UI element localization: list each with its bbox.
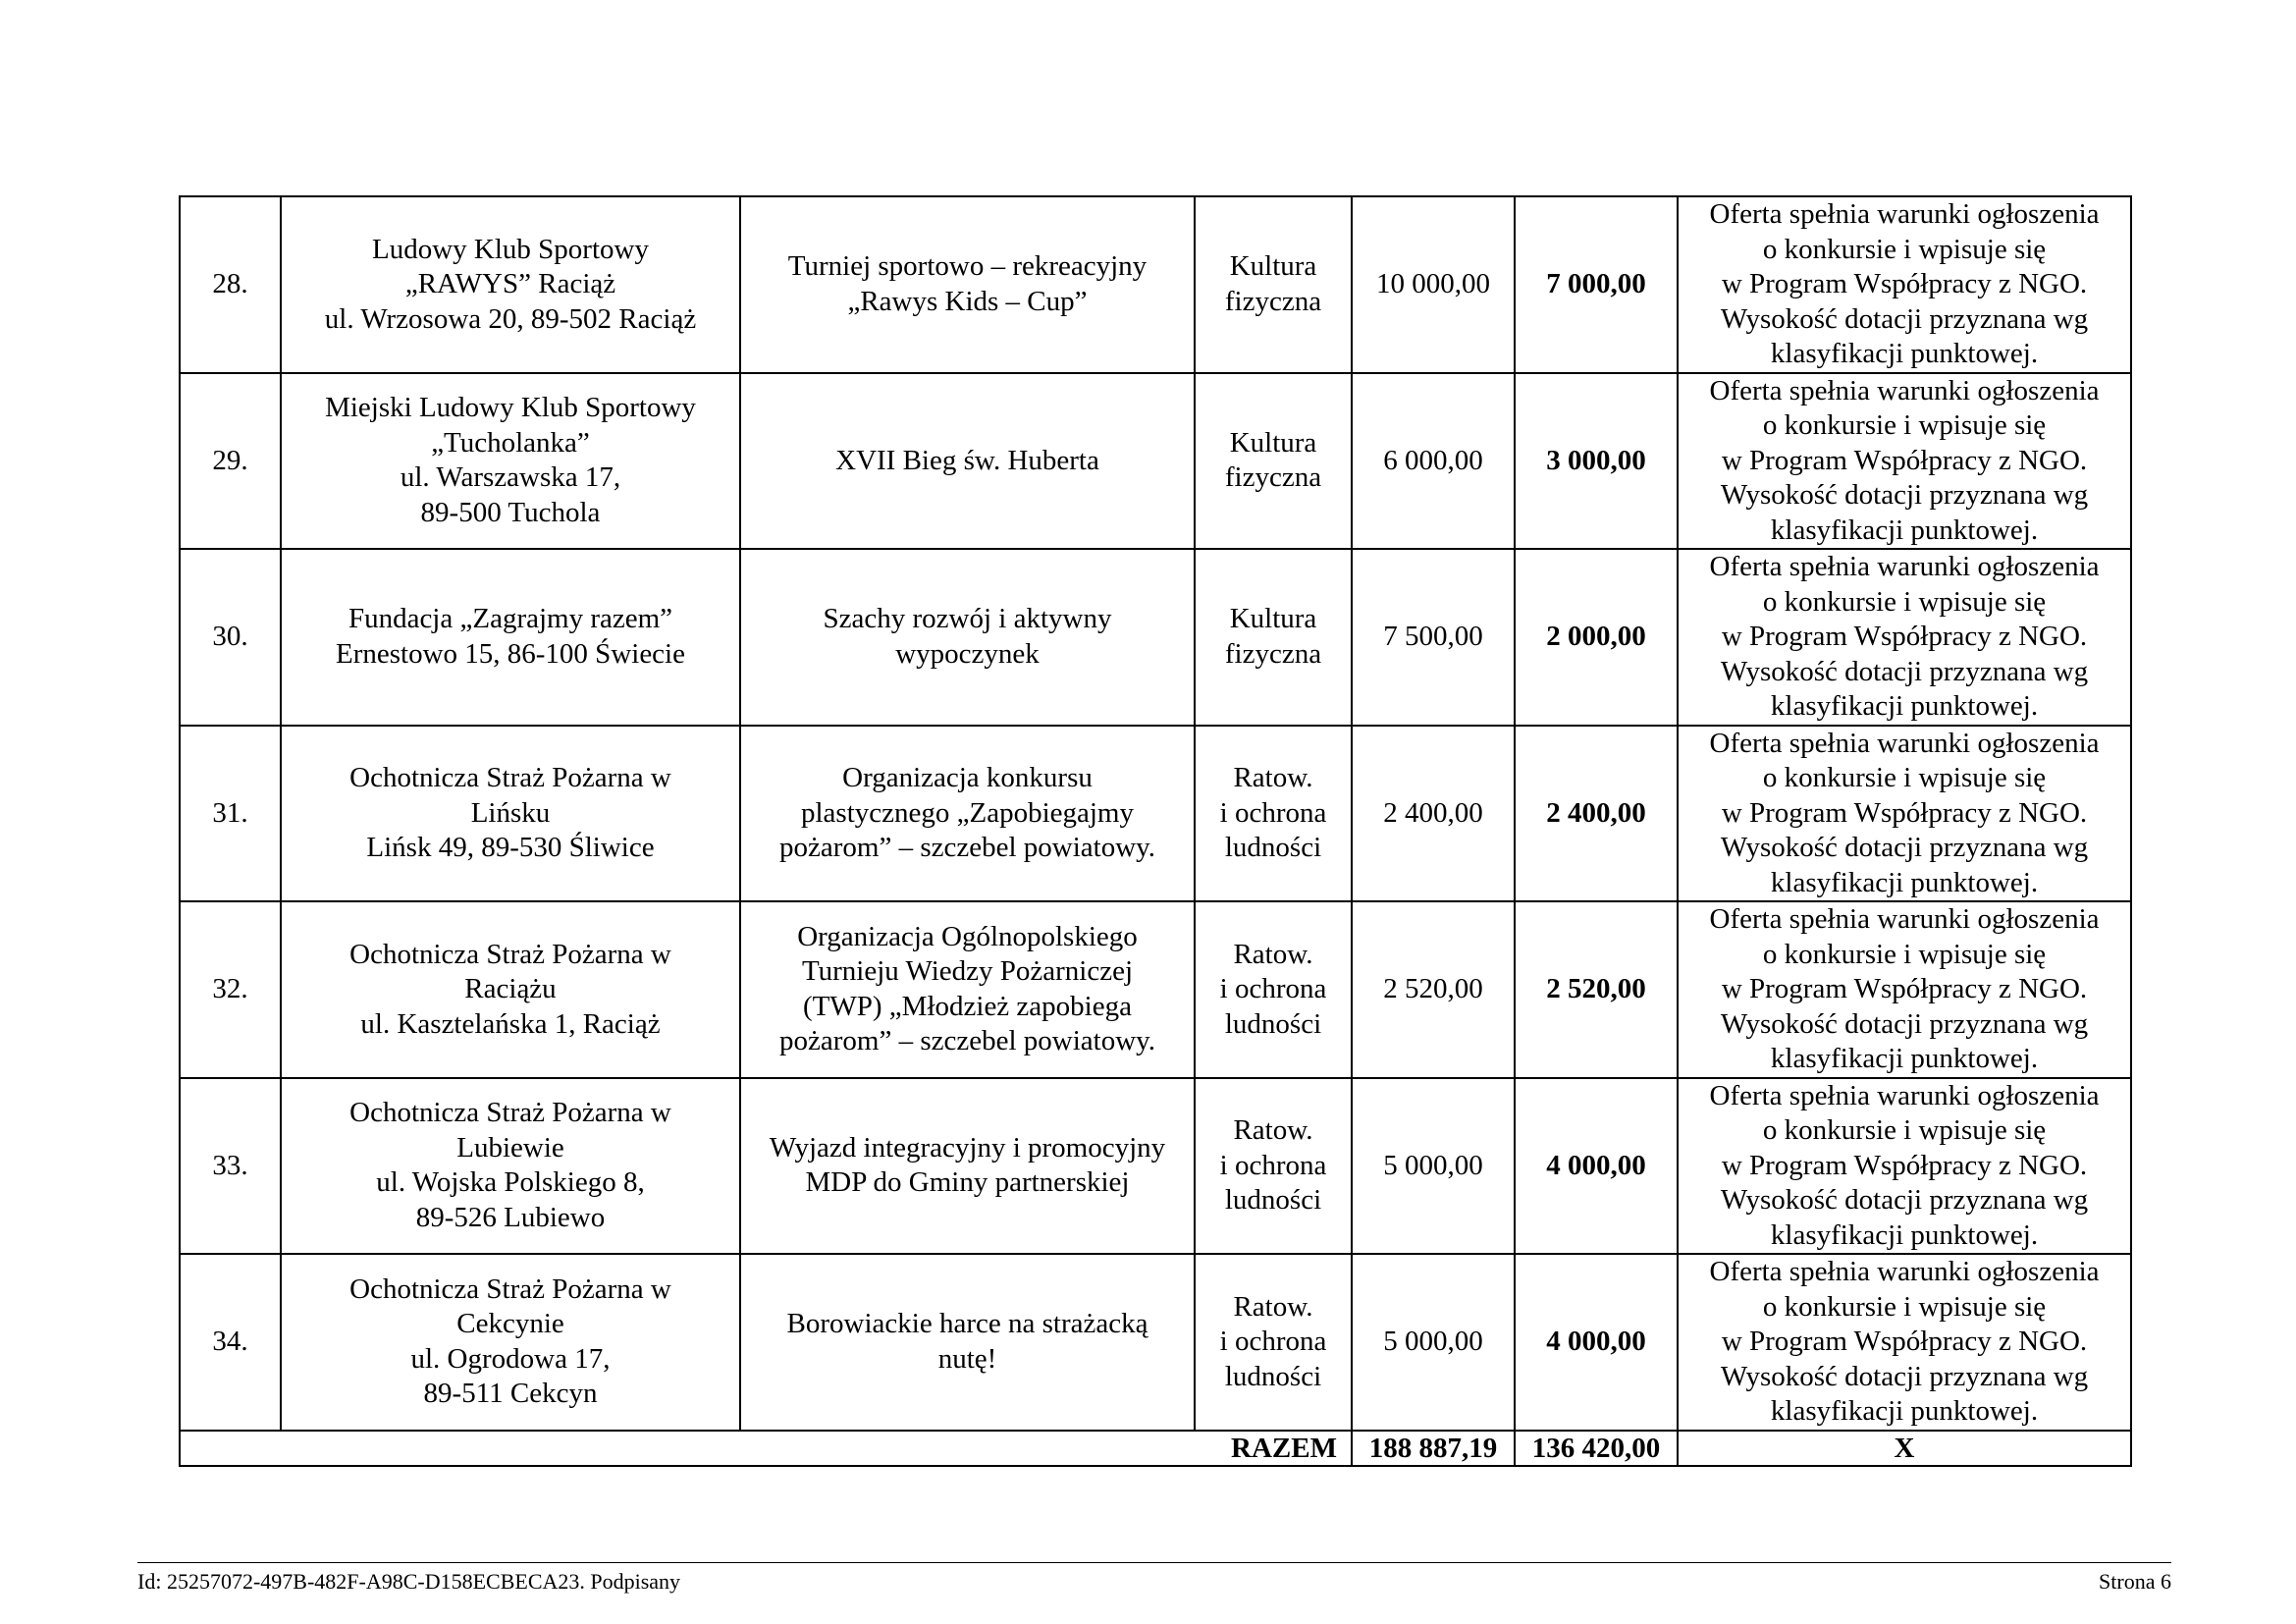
footer-rule	[137, 1562, 2171, 1563]
note-cell-line: Oferta spełnia warunki ogłoszenia	[1709, 374, 2100, 406]
requested-amount-cell: 5 000,00	[1352, 1078, 1515, 1255]
requested-amount-cell: 2 520,00	[1352, 901, 1515, 1078]
area-cell-line: i ochrona	[1219, 1149, 1327, 1181]
table-row	[180, 1078, 2131, 1255]
project-cell	[740, 1254, 1195, 1431]
area-cell-line: Kultura	[1229, 250, 1317, 283]
note-cell-line: o konkursie i wpisuje się	[1762, 585, 2047, 618]
note-cell-line: Oferta spełnia warunki ogłoszenia	[1709, 727, 2100, 759]
organization-cell	[281, 1078, 740, 1255]
row-number: 31.	[180, 726, 281, 902]
area-cell	[1195, 196, 1352, 373]
project-cell	[740, 196, 1195, 373]
project-cell-line: wypoczynek	[895, 637, 1040, 670]
granted-amount-cell: 3 000,00	[1515, 373, 1678, 550]
organization-cell-line: Lubiewie	[456, 1131, 564, 1164]
organization-cell	[281, 726, 740, 902]
area-cell-line: Ratow.	[1233, 762, 1313, 793]
organization-cell	[281, 549, 740, 726]
requested-amount-cell: 7 500,00	[1352, 549, 1515, 726]
organization-cell-line: „Tucholanka”	[431, 426, 590, 459]
organization-cell-line: Raciążu	[464, 973, 557, 1004]
table-row	[180, 901, 2131, 1078]
project-cell-line: pożarom” – szczebel powiatowy.	[778, 832, 1156, 863]
note-cell-line: Oferta spełnia warunki ogłoszenia	[1709, 903, 2100, 935]
note-cell-line: klasyfikacji punktowej.	[1770, 1218, 2039, 1251]
table-row	[180, 726, 2131, 902]
organization-cell-line: Lińsku	[470, 796, 551, 829]
area-cell	[1195, 901, 1352, 1078]
project-cell	[740, 1078, 1195, 1255]
note-cell-line: Oferta spełnia warunki ogłoszenia	[1709, 551, 2100, 582]
table-row	[180, 1254, 2131, 1431]
area-cell	[1195, 1254, 1352, 1431]
organization-cell-line: Ernestowo 15, 86-100 Świecie	[336, 637, 685, 670]
row-number: 30.	[180, 549, 281, 726]
area-cell-line: Ratow.	[1233, 1290, 1313, 1323]
row-number: 33.	[180, 1078, 281, 1255]
area-cell-line: ludności	[1224, 1007, 1322, 1040]
organization-cell-line: 89-511 Cekcyn	[423, 1378, 598, 1410]
note-cell-line: o konkursie i wpisuje się	[1762, 938, 2047, 970]
project-cell-line: MDP do Gminy partnerskiej	[805, 1166, 1130, 1199]
table-body	[180, 196, 2131, 1466]
area-cell	[1195, 373, 1352, 550]
organization-cell-line: 89-526 Lubiewo	[415, 1201, 606, 1233]
note-cell-line: o konkursie i wpisuje się	[1762, 762, 2047, 793]
note-cell-line: Oferta spełnia warunki ogłoszenia	[1709, 198, 2100, 230]
note-cell-line: Wysokość dotacji przyznana wg	[1720, 1007, 2089, 1040]
area-cell-line: ludności	[1224, 1184, 1322, 1216]
project-cell-line: Organizacja konkursu	[842, 762, 1093, 793]
note-cell-line: klasyfikacji punktowej.	[1770, 514, 2039, 546]
grant-table	[179, 195, 2132, 1467]
table-row	[180, 549, 2131, 726]
table-row	[180, 196, 2131, 373]
note-cell-line: o konkursie i wpisuje się	[1762, 1114, 2047, 1146]
note-cell-line: Oferta spełnia warunki ogłoszenia	[1709, 1256, 2100, 1287]
note-cell-line: klasyfikacji punktowej.	[1770, 338, 2039, 369]
area-cell-line: i ochrona	[1219, 796, 1327, 829]
note-cell-line: Wysokość dotacji przyznana wg	[1720, 479, 2089, 511]
organization-cell-line: Miejski Ludowy Klub Sportowy	[325, 392, 696, 424]
note-cell-line: Wysokość dotacji przyznana wg	[1720, 832, 2089, 863]
organization-cell-line: ul. Kasztelańska 1, Raciąż	[360, 1007, 661, 1040]
note-cell	[1678, 549, 2131, 726]
table-row	[180, 373, 2131, 550]
area-cell-line: fizyczna	[1224, 637, 1322, 670]
note-cell-line: o konkursie i wpisuje się	[1762, 1290, 2047, 1323]
area-cell	[1195, 1078, 1352, 1255]
project-cell	[740, 373, 1195, 550]
area-cell-line: ludności	[1224, 832, 1322, 863]
organization-cell-line: ul. Ogrodowa 17,	[410, 1342, 611, 1375]
note-cell	[1678, 1078, 2131, 1255]
note-cell-line: Wysokość dotacji przyznana wg	[1720, 302, 2089, 335]
organization-cell	[281, 373, 740, 550]
project-cell	[740, 726, 1195, 902]
total-granted: 136 420,00	[1515, 1431, 1678, 1466]
organization-cell-line: Ochotnicza Straż Pożarna w	[349, 1272, 671, 1305]
note-cell-line: Wysokość dotacji przyznana wg	[1720, 655, 2089, 687]
note-cell-line: klasyfikacji punktowej.	[1770, 690, 2039, 722]
organization-cell-line: Ochotnicza Straż Pożarna w	[349, 762, 671, 793]
project-cell-line: Organizacja Ogólnopolskiego	[797, 920, 1138, 952]
requested-amount-cell: 6 000,00	[1352, 373, 1515, 550]
note-cell-line: w Program Współpracy z NGO.	[1721, 1326, 2088, 1357]
project-cell-line: (TWP) „Młodzież zapobiega	[803, 990, 1132, 1022]
granted-amount-cell: 2 520,00	[1515, 901, 1678, 1078]
note-cell-line: klasyfikacji punktowej.	[1770, 1043, 2039, 1074]
total-label: RAZEM	[180, 1431, 1352, 1466]
project-cell-line: Wyjazd integracyjny i promocyjny	[769, 1131, 1166, 1164]
row-number: 28.	[180, 196, 281, 373]
note-cell-line: w Program Współpracy z NGO.	[1721, 268, 2088, 299]
note-cell-line: Wysokość dotacji przyznana wg	[1720, 1360, 2089, 1392]
area-cell-line: ludności	[1224, 1360, 1322, 1392]
organization-cell-line: ul. Warszawska 17,	[400, 461, 621, 494]
project-cell-line: XVII Bieg św. Huberta	[835, 444, 1099, 476]
requested-amount-cell: 2 400,00	[1352, 726, 1515, 902]
project-cell-line: Borowiackie harce na strażacką	[786, 1308, 1148, 1340]
total-mark: X	[1678, 1431, 2131, 1466]
footer-document-id: Id: 25257072-497B-482F-A98C-D158ECBECA23. Podpisany	[137, 1569, 681, 1594]
project-cell-line: plastycznego „Zapobiegajmy	[800, 796, 1134, 829]
project-cell-line: nutę!	[937, 1342, 997, 1375]
note-cell-line: w Program Współpracy z NGO.	[1721, 444, 2088, 476]
note-cell	[1678, 373, 2131, 550]
row-number: 34.	[180, 1254, 281, 1431]
area-cell-line: fizyczna	[1224, 461, 1322, 494]
requested-amount-cell: 10 000,00	[1352, 196, 1515, 373]
project-cell	[740, 901, 1195, 1078]
area-cell-line: i ochrona	[1219, 973, 1327, 1004]
project-cell-line: pożarom” – szczebel powiatowy.	[778, 1025, 1156, 1057]
organization-cell-line: 89-500 Tuchola	[420, 496, 601, 528]
granted-amount-cell: 2 400,00	[1515, 726, 1678, 902]
row-number: 32.	[180, 901, 281, 1078]
project-cell-line: Turniej sportowo – rekreacyjny	[787, 250, 1148, 283]
granted-amount-cell: 4 000,00	[1515, 1254, 1678, 1431]
note-cell-line: klasyfikacji punktowej.	[1770, 866, 2039, 898]
area-cell-line: fizyczna	[1224, 285, 1322, 317]
granted-amount-cell: 7 000,00	[1515, 196, 1678, 373]
organization-cell-line: Lińsk 49, 89-530 Śliwice	[366, 832, 655, 863]
project-cell-line: Szachy rozwój i aktywny	[823, 603, 1112, 635]
note-cell	[1678, 901, 2131, 1078]
organization-cell-line: ul. Wrzosowa 20, 89-502 Raciąż	[324, 302, 697, 335]
granted-amount-cell: 2 000,00	[1515, 549, 1678, 726]
organization-cell-line: Ludowy Klub Sportowy	[372, 233, 649, 265]
note-cell	[1678, 1254, 2131, 1431]
area-cell-line: Kultura	[1229, 603, 1317, 635]
organization-cell	[281, 1254, 740, 1431]
area-cell-line: Kultura	[1229, 426, 1317, 459]
note-cell-line: Oferta spełnia warunki ogłoszenia	[1709, 1079, 2100, 1111]
row-number: 29.	[180, 373, 281, 550]
organization-cell-line: „RAWYS” Raciąż	[404, 268, 616, 299]
note-cell-line: w Program Współpracy z NGO.	[1721, 621, 2088, 652]
area-cell-line: i ochrona	[1219, 1326, 1327, 1357]
organization-cell-line: Cekcynie	[456, 1308, 564, 1340]
note-cell	[1678, 196, 2131, 373]
note-cell-line: o konkursie i wpisuje się	[1762, 409, 2047, 441]
note-cell-line: w Program Współpracy z NGO.	[1721, 973, 2088, 1004]
organization-cell-line: Ochotnicza Straż Pożarna w	[349, 938, 671, 970]
total-requested: 188 887,19	[1352, 1431, 1515, 1466]
note-cell-line: klasyfikacji punktowej.	[1770, 1395, 2039, 1427]
project-cell	[740, 549, 1195, 726]
requested-amount-cell: 5 000,00	[1352, 1254, 1515, 1431]
organization-cell	[281, 196, 740, 373]
footer-page-number: Strona 6	[2099, 1569, 2171, 1594]
total-row	[180, 1431, 2131, 1466]
area-cell	[1195, 726, 1352, 902]
note-cell-line: w Program Współpracy z NGO.	[1721, 796, 2088, 829]
granted-amount-cell: 4 000,00	[1515, 1078, 1678, 1255]
area-cell-line: Ratow.	[1233, 938, 1313, 970]
organization-cell-line: Fundacja „Zagrajmy razem”	[347, 603, 673, 635]
organization-cell-line: ul. Wojska Polskiego 8,	[376, 1166, 645, 1199]
note-cell-line: w Program Współpracy z NGO.	[1721, 1149, 2088, 1181]
area-cell-line: Ratow.	[1233, 1114, 1313, 1146]
project-cell-line: Turnieju Wiedzy Pożarniczej	[801, 955, 1134, 988]
note-cell	[1678, 726, 2131, 902]
area-cell	[1195, 549, 1352, 726]
note-cell-line: Wysokość dotacji przyznana wg	[1720, 1184, 2089, 1216]
organization-cell	[281, 901, 740, 1078]
note-cell-line: o konkursie i wpisuje się	[1762, 233, 2047, 265]
organization-cell-line: Ochotnicza Straż Pożarna w	[349, 1097, 671, 1129]
project-cell-line: „Rawys Kids – Cup”	[847, 285, 1088, 317]
